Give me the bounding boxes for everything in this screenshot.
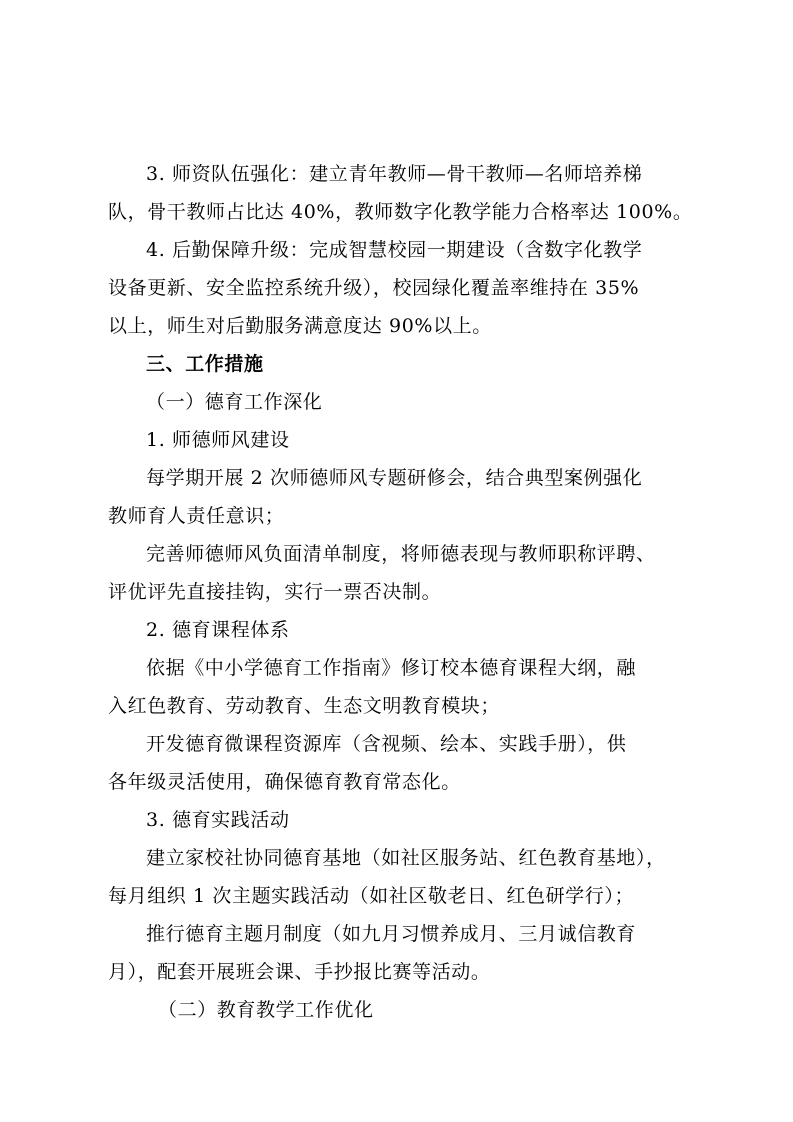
subsection-heading: （一）德育工作深化 (146, 391, 323, 413)
paragraph-line: 依据《中小学德育工作指南》修订校本德育课程大纲，融 (146, 657, 637, 679)
paragraph-line: 推行德育主题月制度（如九月习惯养成月、三月诚信教育 (146, 923, 637, 945)
paragraph-line: 每学期开展 2 次师德师风专题研修会，结合典型案例强化 (146, 467, 643, 489)
paragraph-line: 每月组织 1 次主题实践活动（如社区敬老日、红色研学行）； (108, 885, 635, 907)
item-heading: 1. 师德师风建设 (146, 429, 290, 451)
paragraph-line: 完善师德师风负面清单制度，将师德表现与教师职称评聘、 (146, 543, 656, 565)
paragraph-line: 设备更新、安全监控系统升级），校园绿化覆盖率维持在 35% (108, 277, 640, 299)
paragraph-line: 4. 后勤保障升级：完成智慧校园一期建设（含数字化教学 (146, 239, 643, 261)
paragraph-line: 3. 师资队伍强化：建立青年教师—骨干教师—名师培养梯 (146, 163, 643, 185)
item-heading: 2. 德育课程体系 (146, 619, 290, 641)
paragraph-line: 教师育人责任意识； (108, 505, 285, 527)
paragraph-line: 各年级灵活使用，确保德育教育常态化。 (108, 771, 461, 793)
subsection-heading: （二）教育教学工作优化 (158, 999, 374, 1021)
paragraph-line: 以上，师生对后勤服务满意度达 90%以上。 (108, 315, 492, 337)
paragraph-line: 队，骨干教师占比达 40%，教师数字化教学能力合格率达 100%。 (108, 201, 693, 223)
paragraph-line: 评优评先直接挂钩，实行一票否决制。 (108, 581, 442, 603)
paragraph-line: 开发德育微课程资源库（含视频、绘本、实践手册），供 (146, 733, 627, 755)
item-heading: 3. 德育实践活动 (146, 809, 290, 831)
paragraph-line: 入红色教育、劳动教育、生态文明教育模块； (108, 695, 501, 717)
paragraph-line: 月），配套开展班会课、手抄报比赛等活动。 (108, 961, 491, 983)
section-heading: 三、工作措施 (146, 353, 264, 375)
paragraph-line: 建立家校社协同德育基地（如社区服务站、红色教育基地）， (146, 847, 666, 869)
